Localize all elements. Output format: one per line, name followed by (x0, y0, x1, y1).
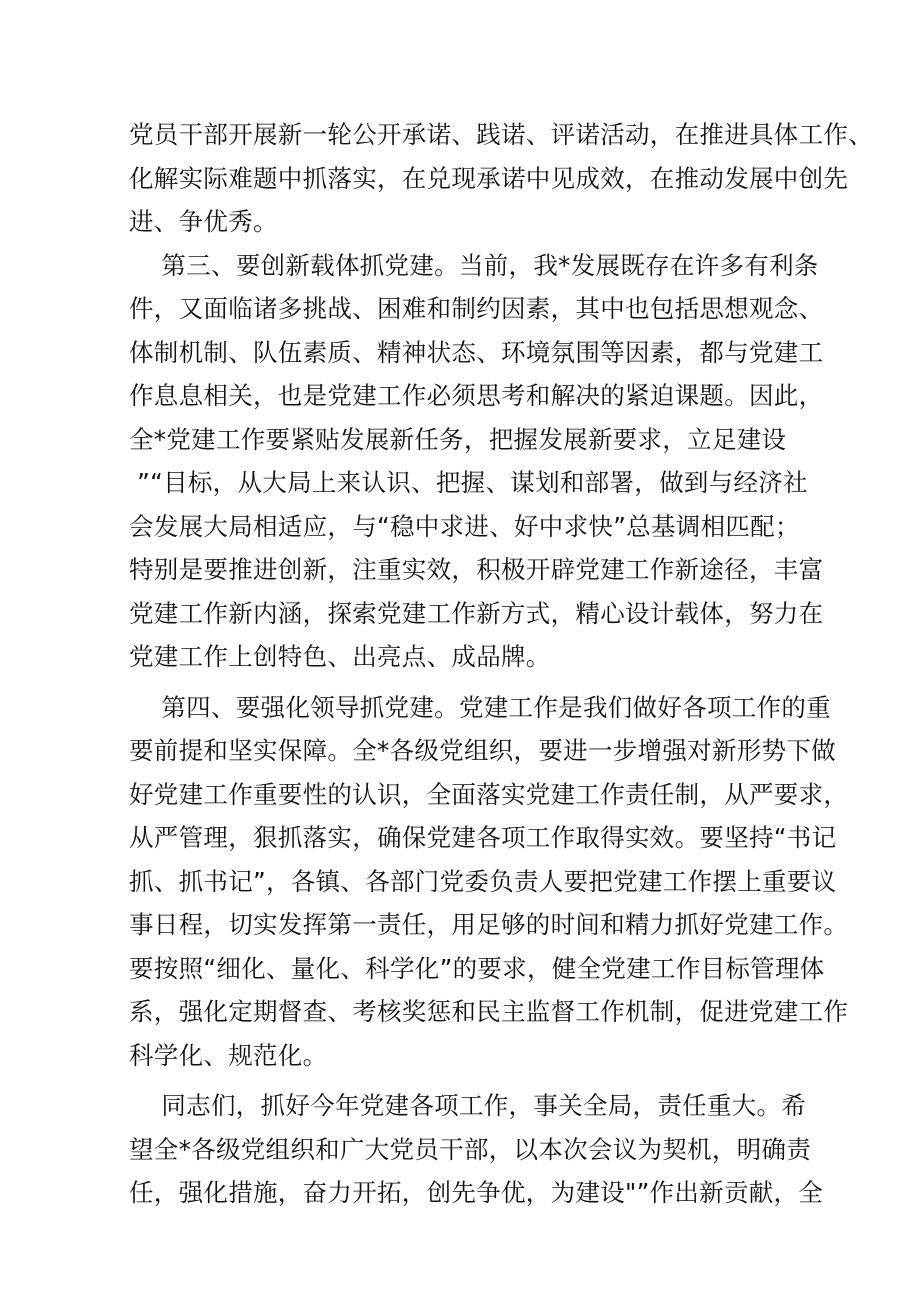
text-line: 进、争优秀。 (129, 207, 278, 236)
text-line: 作息息相关，也是党建工作必须思考和解决的紧迫课题。因此， (129, 381, 824, 410)
text-line: 事日程，切实发挥第一责任，用足够的时间和精力抓好党建工作。 (129, 910, 849, 939)
paragraph-1 (129, 113, 873, 244)
text-line: 件，又面临诸多挑战、困难和制约因素，其中也包括思想观念、 (129, 294, 824, 323)
paragraph-4 (129, 1084, 824, 1215)
text-line: 望全*各级党组织和广大党员干部，以本次会议为契机，明确责 (129, 1134, 812, 1164)
document-body (129, 113, 873, 1215)
text-line: 化解实际难题中抓落实，在兑现承诺中见成效，在推动发展中创先 (129, 163, 849, 193)
text-line: 科学化、规范化。 (129, 1040, 328, 1070)
paragraph-spacer (129, 679, 799, 686)
text-line: 全*党建工作要紧贴发展新任务，把握发展新要求，立足建设 (129, 424, 787, 454)
paragraph-spacer (129, 1077, 799, 1084)
text-line: 好党建工作重要性的认识，全面落实党建工作责任制，从严要求， (129, 779, 849, 809)
text-line: 党建工作上创特色、出亮点、成品牌。 (129, 642, 551, 671)
text-line: 党员干部开展新一轮公开承诺、践诺、评诺活动，在推进具体工作、 (129, 120, 873, 149)
text-line: 党建工作新内涵，探索党建工作新方式，精心设计载体，努力在 (129, 598, 824, 628)
text-line: 特别是要推进创新，注重实效，积极开辟党建工作新途径，丰富 (129, 555, 824, 584)
text-line: 从严管理，狠抓落实，确保党建各项工作取得实效。要坚持“书记 (129, 823, 837, 852)
text-line: 会发展大局相适应，与“稳中求进、好中求快”总基调相匹配； (129, 511, 800, 541)
text-line: 第三、要创新载体抓党建。当前，我*发展既存在许多有利条 (129, 250, 819, 280)
text-line: 体制机制、队伍素质、精神状态、环境氛围等因素，都与党建工 (129, 337, 824, 367)
text-line: 同志们，抓好今年党建各项工作，事关全局，责任重大。希 (129, 1091, 807, 1120)
text-line: ”“目标，从大局上来认识、把握、谋划和部署，做到与经济社 (129, 468, 808, 497)
paragraph-2 (129, 244, 824, 679)
text-line: 系，强化定期督查、考核奖惩和民主监督工作机制，促进党建工作 (129, 997, 849, 1026)
text-line: 第四、要强化领导抓党建。党建工作是我们做好各项工作的重 (129, 692, 831, 722)
text-line: 抓、抓书记”，各镇、各部门党委负责人要把党建工作摆上重要议 (129, 866, 837, 896)
text-line: 要前提和坚实保障。全*各级党组织，要进一步增强对新形势下做 (129, 736, 836, 765)
text-line: 任，强化措施，奋力开拓，创先争优，为建设"”作出新贡献，全 (129, 1178, 824, 1207)
paragraph-3 (129, 686, 849, 1078)
text-line: 要按照“细化、量化、科学化”的要求，健全党建工作目标管理体 (129, 953, 825, 983)
